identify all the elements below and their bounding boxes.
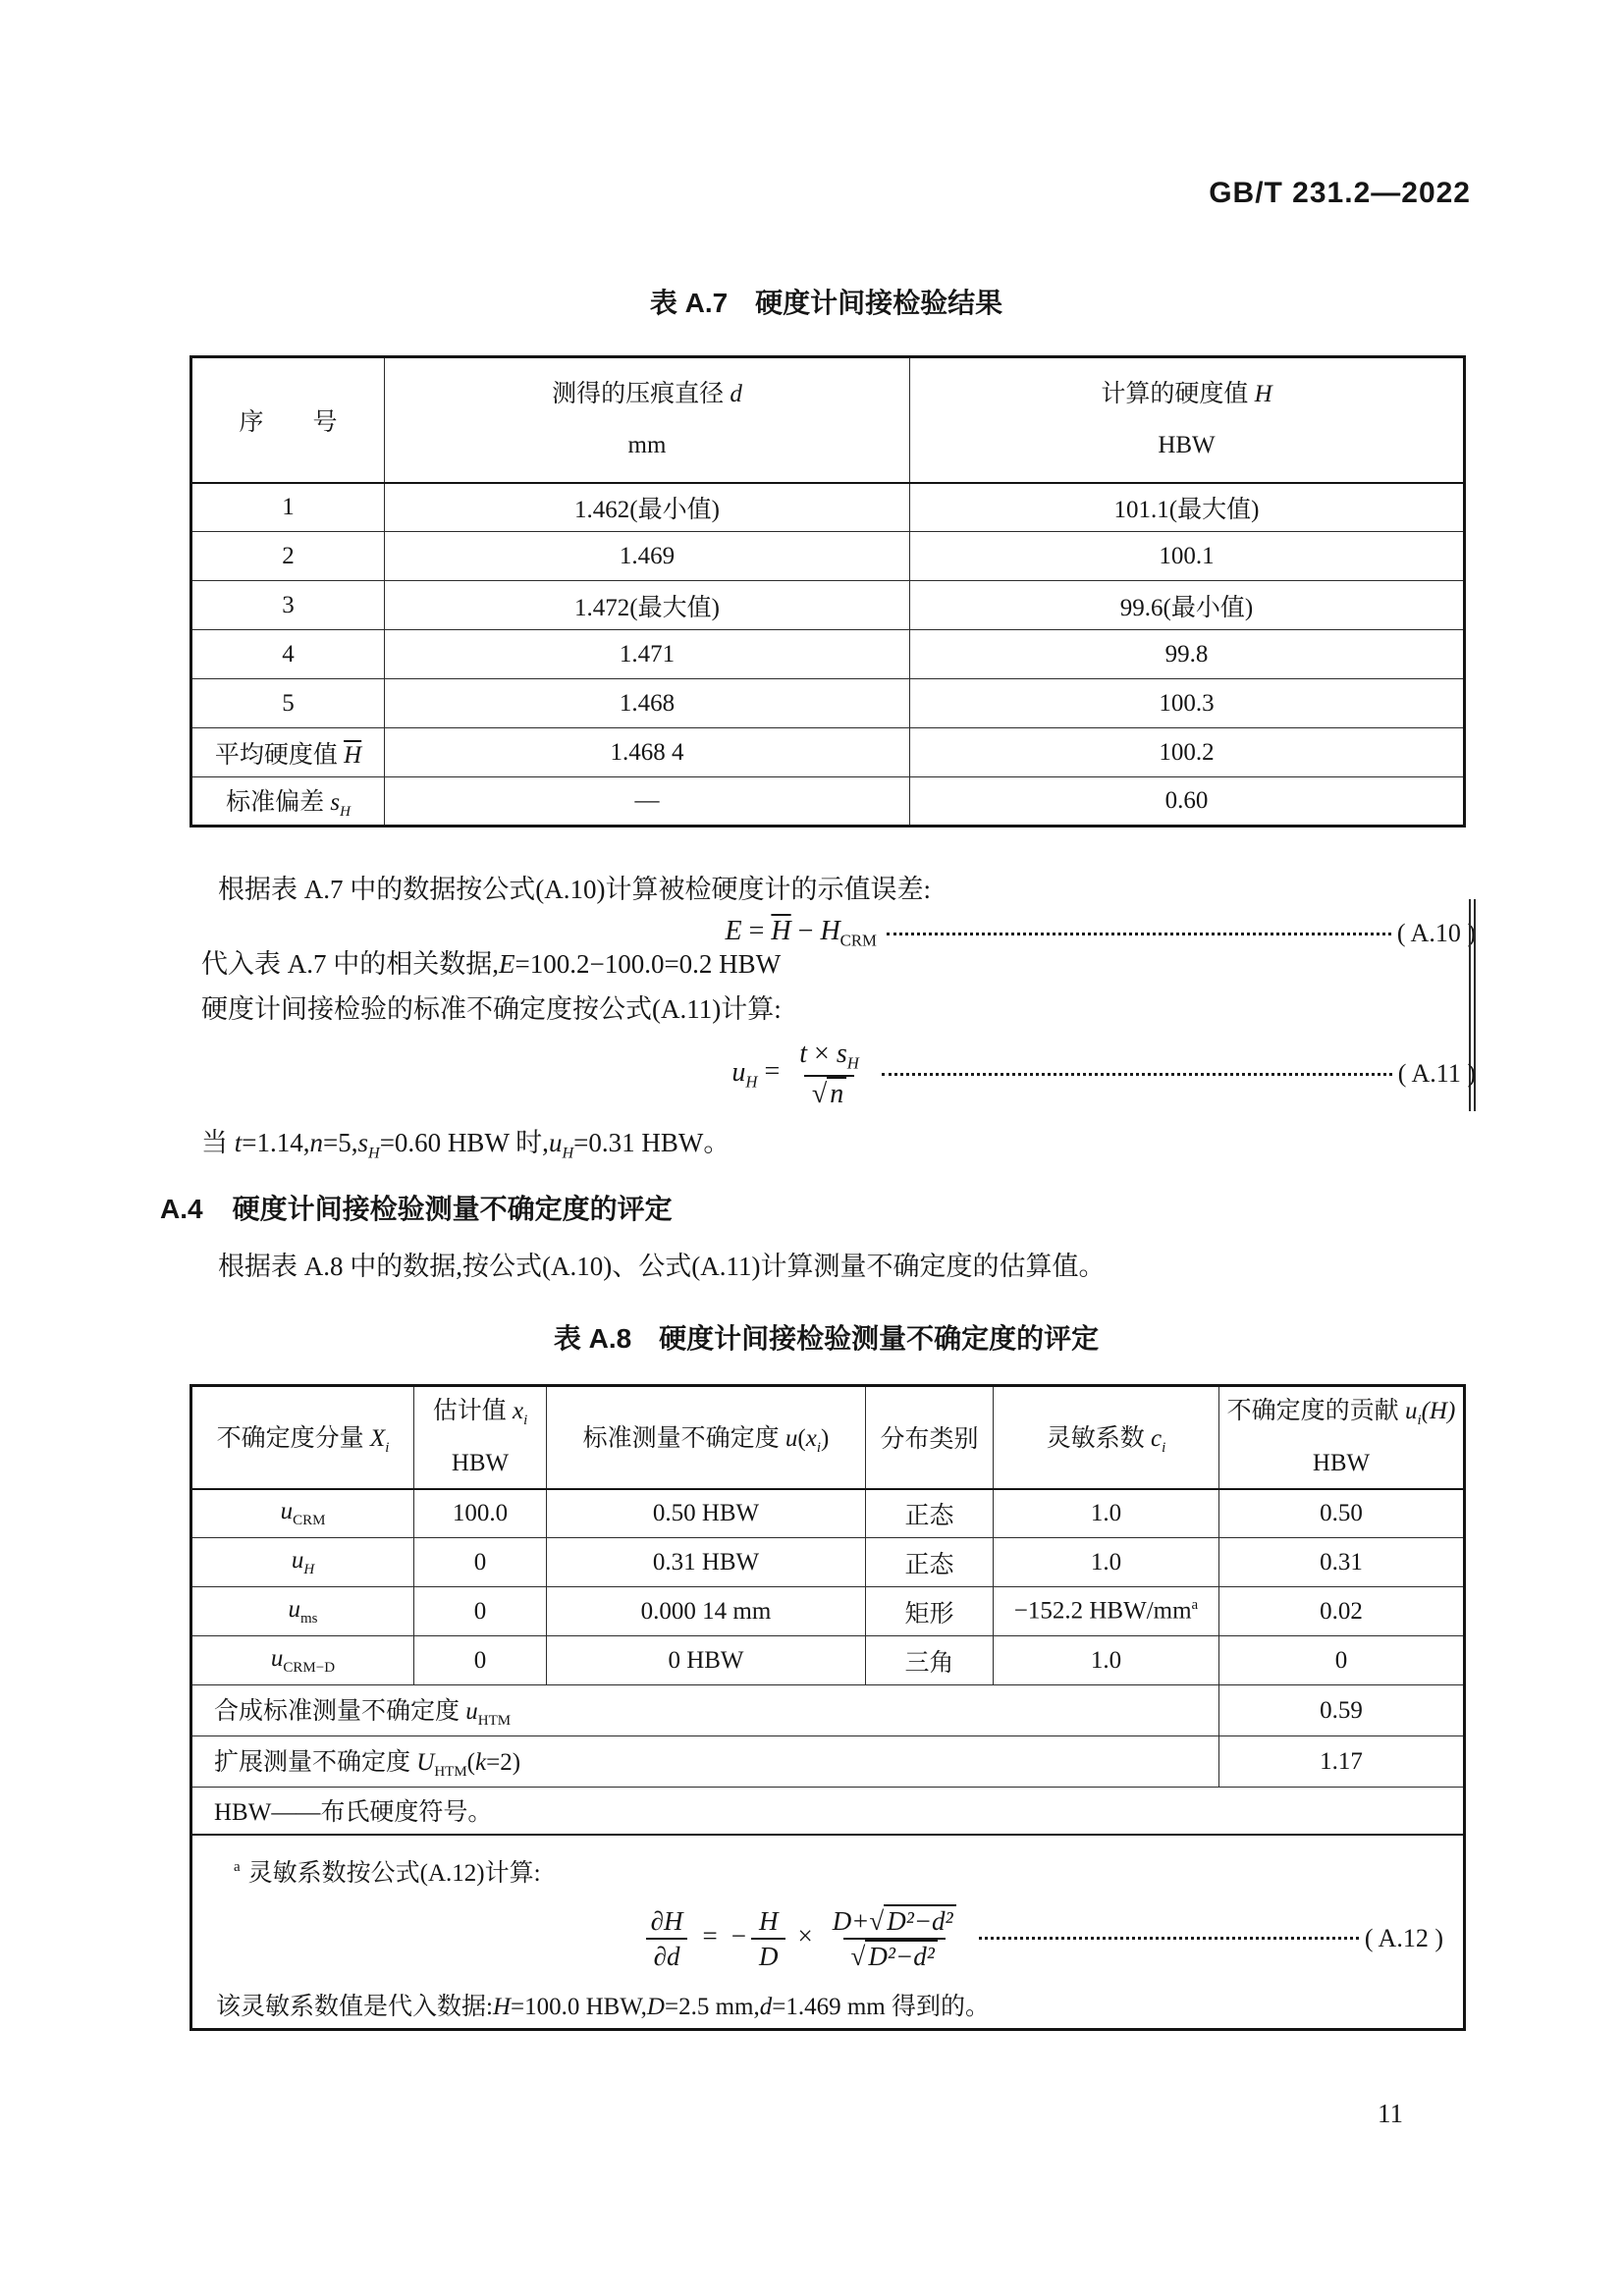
a8-cell-std: 0 HBW (547, 1636, 866, 1685)
a8-cell-dist: 三角 (866, 1636, 994, 1685)
a8-cell-dist: 正态 (866, 1538, 994, 1587)
a7-avg-label: 平均硬度值 $\overline{H}$ (191, 728, 385, 777)
formula-a12 (212, 1904, 1443, 1973)
a7-cell-diameter: 1.471 (385, 630, 910, 679)
table-a7-stddev-row (191, 777, 1465, 827)
a8-header-sensitivity: 灵敏系数 $c_i$ (994, 1386, 1219, 1489)
a8-cell-estimate: 0 (414, 1636, 547, 1685)
a7-cell-diameter: 1.472(最大值) (385, 581, 910, 630)
a7-header-diameter: 测得的压痕直径 d mm (385, 357, 910, 483)
a7-cell-serial: 3 (191, 581, 385, 630)
a8-cell-component: $u_{CRM}$ (191, 1489, 414, 1538)
a7-cell-hardness: 101.1(最大值) (910, 483, 1465, 532)
a7-cell-hardness: 99.8 (910, 630, 1465, 679)
footnote-intro: $^a$ 灵敏系数按公式(A.12)计算: (234, 1859, 541, 1887)
table-row (191, 1636, 1465, 1685)
formula-a12-number: ( A.12 ) (1364, 1923, 1443, 1952)
a8-cell-estimate: 0 (414, 1538, 547, 1587)
a7-cell-hardness: 100.3 (910, 679, 1465, 728)
a8-header-std-uncertainty: 标准测量不确定度 $u(x_i)$ (547, 1386, 866, 1489)
formula-a11-expression: $u_H$ = $\frac{t \times s_H}{√ n}$ (731, 1037, 872, 1112)
doc-number: GB/T 231.2—2022 (1209, 177, 1471, 209)
a8-cell-sens: −152.2 HBW/$mm^a$ (994, 1587, 1219, 1636)
a8-cell-dist: 矩形 (866, 1587, 994, 1636)
a7-cell-serial: 2 (191, 532, 385, 581)
table-row (191, 1489, 1465, 1538)
hbw-note: HBW——布氏硬度符号。 (191, 1788, 1465, 1835)
dotted-leader (979, 1937, 1359, 1940)
table-a7 (189, 355, 1466, 828)
a8-cell-component: $u_{ms}$ (191, 1587, 414, 1636)
a7-header-hardness: 计算的硬度值 H HBW (910, 357, 1465, 483)
table-row (191, 581, 1465, 630)
a8-cell-sens: 1.0 (994, 1538, 1219, 1587)
dotted-leader (887, 933, 1391, 935)
table-row (191, 630, 1465, 679)
table-a7-title: 表 A.7 硬度计间接检验结果 (649, 288, 1003, 318)
a8-header-estimate: 估计值 $x_i$ HBW (414, 1386, 547, 1489)
a8-cell-std: 0.31 HBW (547, 1538, 866, 1587)
a8-header-component: 不确定度分量 $X_i$ (191, 1386, 414, 1489)
para-substitution: 代入表 A.7 中的相关数据,E=100.2−100.0=0.2 HBW (201, 949, 782, 979)
table-a7-average-row (191, 728, 1465, 777)
table-a7-header-row (191, 357, 1465, 483)
formula-a10-expression: $E = \overline{H} - H_{CRM}$ (725, 916, 877, 950)
a8-cell-contrib: 0 (1219, 1636, 1465, 1685)
a8-cell-contrib: 0.02 (1219, 1587, 1465, 1636)
footnote-closing: 该灵敏系数值是代入数据:H=100.0 HBW,D=2.5 mm,d=1.469 mm 得到的。 (216, 1993, 990, 2020)
a7-cell-diameter: 1.462(最小值) (385, 483, 910, 532)
combined-uncertainty-label: 合成标准测量不确定度 $u_{HTM}$ (191, 1685, 1219, 1736)
combined-uncertainty-row (191, 1685, 1465, 1736)
a8-cell-estimate: 0 (414, 1587, 547, 1636)
table-row (191, 1538, 1465, 1587)
footnote-cell (191, 1835, 1465, 2030)
table-a8-header-row (191, 1386, 1465, 1489)
page-number: 11 (1378, 2099, 1403, 2128)
a7-cell-serial: 5 (191, 679, 385, 728)
table-row (191, 532, 1465, 581)
a7-cell-serial: 1 (191, 483, 385, 532)
para-a8-intro: 根据表 A.8 中的数据,按公式(A.10)、公式(A.11)计算测量不确定度的估算值。 (218, 1252, 1106, 1281)
a7-std-diameter: — (385, 777, 910, 827)
table-row (191, 679, 1465, 728)
table-a8-title: 表 A.8 硬度计间接检验测量不确定度的评定 (553, 1323, 1100, 1354)
a8-cell-std: 0.000 14 mm (547, 1587, 866, 1636)
expanded-uncertainty-value: 1.17 (1219, 1736, 1465, 1788)
formula-a11 (160, 1033, 1476, 1115)
a8-cell-sens: 1.0 (994, 1489, 1219, 1538)
a7-avg-hardness: 100.2 (910, 728, 1465, 777)
a7-cell-hardness: 100.1 (910, 532, 1465, 581)
section-a4-heading: A.4 硬度计间接检验测量不确定度的评定 (160, 1194, 673, 1224)
table-a8 (189, 1384, 1466, 2031)
formula-a12-expression: $\frac{\partial H}{\partial d}$ = − $\frac{H}{D}$ × $\frac{\text{D+√ D²−d²}}{\text{√ D²−d²}}$ (638, 1904, 969, 1973)
a7-std-hardness: 0.60 (910, 777, 1465, 827)
a8-cell-dist: 正态 (866, 1489, 994, 1538)
a8-cell-contrib: 0.31 (1219, 1538, 1465, 1587)
a8-cell-component: $u_H$ (191, 1538, 414, 1587)
dotted-leader (882, 1073, 1392, 1076)
para-a11-result: 当 $t=1.14,n=5,s_H=0.60$ HBW 时$,u_H=0.31$ HBW。 (201, 1128, 730, 1162)
expanded-uncertainty-row (191, 1736, 1465, 1788)
a7-cell-diameter: 1.468 (385, 679, 910, 728)
formula-a11-number: ( A.11 ) (1397, 1059, 1476, 1088)
a7-avg-diameter: 1.468 4 (385, 728, 910, 777)
a8-header-contribution: 不确定度的贡献 $u_i(H)$ HBW (1219, 1386, 1465, 1489)
a7-cell-diameter: 1.469 (385, 532, 910, 581)
formula-a10-number: ( A.10 ) (1396, 919, 1476, 947)
footnote-row (191, 1835, 1465, 2030)
table-row (191, 483, 1465, 532)
a7-header-serial: 序 号 (191, 357, 385, 483)
expanded-uncertainty-label: 扩展测量不确定度 $U_{HTM}(k=2)$ (191, 1736, 1219, 1788)
hbw-note-row (191, 1788, 1465, 1835)
a7-cell-hardness: 99.6(最小值) (910, 581, 1465, 630)
a8-cell-std: 0.50 HBW (547, 1489, 866, 1538)
a8-cell-estimate: 100.0 (414, 1489, 547, 1538)
a7-cell-serial: 4 (191, 630, 385, 679)
a7-std-label: 标准偏差 $s_H$ (191, 777, 385, 827)
para-a10-intro: 根据表 A.7 中的数据按公式(A.10)计算被检硬度计的示值误差: (218, 875, 931, 904)
a8-cell-contrib: 0.50 (1219, 1489, 1465, 1538)
a8-cell-component: $u_{CRM-D}$ (191, 1636, 414, 1685)
combined-uncertainty-value: 0.59 (1219, 1685, 1465, 1736)
a8-cell-sens: 1.0 (994, 1636, 1219, 1685)
table-row (191, 1587, 1465, 1636)
a8-header-distribution: 分布类别 (866, 1386, 994, 1489)
para-a11-intro: 硬度计间接检验的标准不确定度按公式(A.11)计算: (201, 994, 782, 1024)
